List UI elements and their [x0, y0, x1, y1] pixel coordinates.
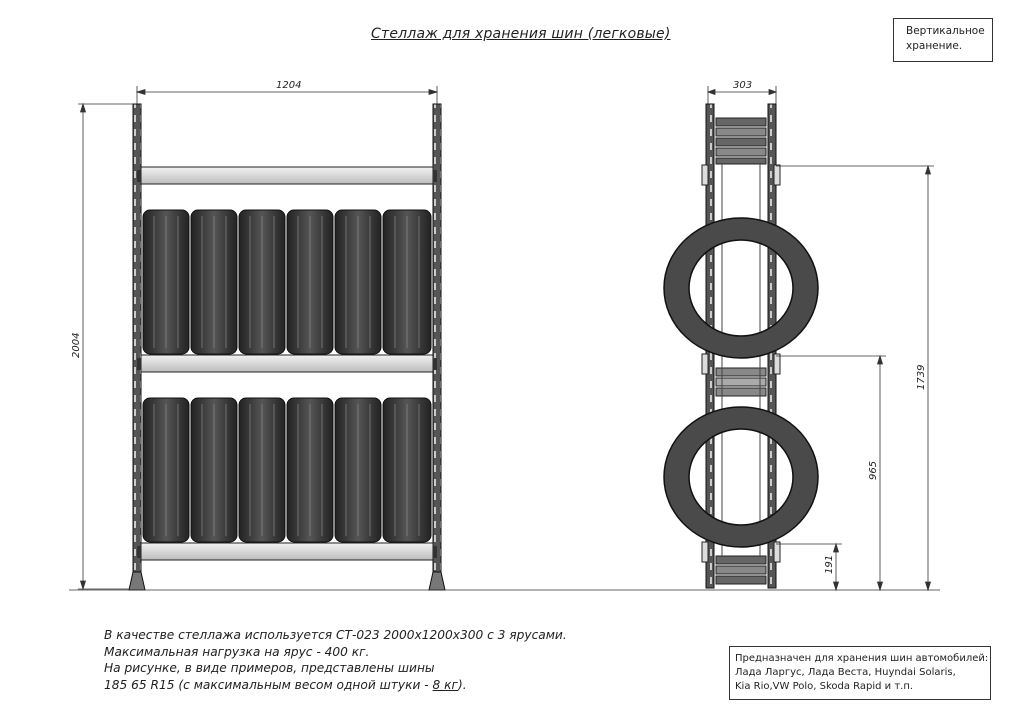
purpose-box	[729, 646, 991, 700]
dim-1739-label: 1739	[916, 364, 927, 390]
note-line-4-suffix: ).	[457, 677, 467, 692]
note-line-3: На рисунке, в виде примеров, представлены шины	[104, 661, 435, 675]
dim-965-label: 965	[868, 460, 879, 480]
dim-191-label: 191	[824, 554, 835, 574]
side-middle-slats	[716, 368, 766, 396]
side-tire-upper	[664, 218, 818, 358]
note-line-4	[104, 677, 567, 694]
front-width-label: 1204	[276, 80, 302, 91]
note-line-2: Максимальная нагрузка на ярус - 400 кг.	[104, 644, 370, 659]
front-shelf-bottom	[141, 543, 433, 560]
note-line-1: В качестве стеллажа используется СТ-023 2000х1200х300 с 3 ярусами.	[104, 628, 567, 642]
side-bottom-slats	[716, 556, 766, 584]
front-right-foot	[429, 572, 445, 590]
vertical-storage-line2: хранение.	[906, 40, 963, 52]
drawing-title: Стеллаж для хранения шин (легковые)	[371, 26, 671, 42]
front-view	[129, 104, 445, 590]
notes-block	[104, 627, 567, 693]
vertical-storage-line1: Вертикальное	[906, 25, 985, 37]
purpose-line-2: Лада Ларгус, Лада Веста, Huyndai Solaris,	[735, 667, 956, 678]
front-height-dimension	[78, 104, 133, 589]
note-weight: 8 кг	[432, 677, 458, 692]
dim-1739	[776, 166, 934, 590]
front-tires-lower	[143, 398, 431, 542]
front-shelf-middle	[141, 355, 433, 372]
front-left-foot	[129, 572, 145, 590]
front-shelf-top	[141, 167, 433, 184]
side-depth-label: 303	[733, 80, 753, 91]
purpose-line-3: Kia Rio,VW Polo, Skoda Rapid и т.п.	[735, 681, 914, 692]
purpose-line-1: Предназначен для хранения шин автомобилей:	[735, 653, 989, 664]
note-line-4-prefix: 185 65 R15 (с максимальным весом одной штуки -	[104, 677, 433, 692]
side-top-slats	[716, 118, 766, 164]
front-tires-upper	[143, 210, 431, 354]
front-height-label: 2004	[71, 332, 82, 358]
side-tire-lower	[664, 407, 818, 547]
side-view	[664, 104, 818, 588]
